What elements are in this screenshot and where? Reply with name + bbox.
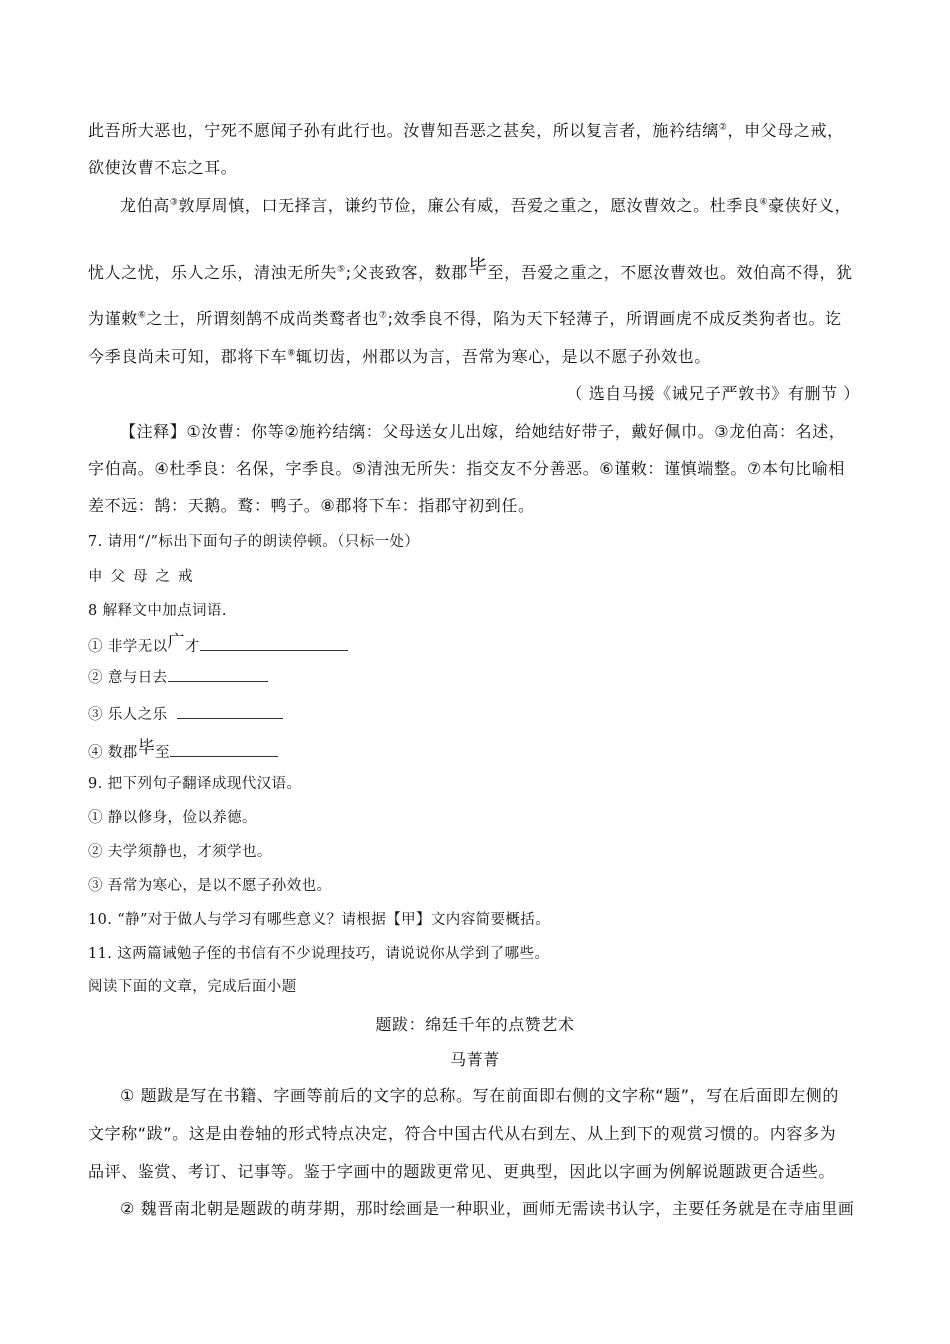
dotted-word: 广 (167, 632, 185, 652)
footnote-mark: ② (718, 122, 728, 133)
text: ;父丧致客，数郡 (345, 263, 468, 282)
question-7: 7. 请用“/”标出下面句子的朗读停顿。（只标一处） (88, 534, 420, 550)
item-label: ② 意与日去 (88, 670, 168, 686)
question-8-item-4 (88, 737, 278, 762)
article-paragraph-2: ② 魏晋南北朝是题跋的萌芽期，那时绘画是一种职业，画师无需读书认字，主要任务就是在寺庙里画 (120, 1199, 855, 1218)
passage-line (88, 118, 844, 141)
passage-line (88, 257, 853, 284)
text: ;效季良不得，陷为天下轻薄子，所谓画虎不成反类狗者也。讫 (387, 309, 842, 328)
question-8: 8 解释文中加点词语. (88, 603, 227, 619)
article-paragraph-1: 品评、鉴赏、考订、记事等。鉴于字画中的题跋更常见、更典型，因此以字画为例解说题跋更合适些。 (88, 1162, 836, 1181)
article-paragraph-1: 文字称“跋”。这是由卷轴的形式特点决定，符合中国古代从右到左、从上到下的观赏习惯的。内容多为 (88, 1124, 837, 1143)
item-label: 才 (184, 639, 200, 655)
answer-blank[interactable] (170, 744, 278, 757)
text: 今季良尚未可知，郡将下车 (88, 347, 288, 366)
answer-blank[interactable] (168, 669, 268, 682)
item-label: ④ 数郡 (88, 745, 138, 761)
item-label: 至 (155, 745, 171, 761)
text: 敦厚周慎，口无择言，谦约节俭，廉公有威，吾爱之重之，愿汝曹效之。杜季良 (178, 196, 760, 215)
footnote-mark: ⑦ (378, 310, 388, 321)
text: 为谨敕 (88, 309, 138, 328)
footnote-mark: ⑧ (287, 348, 296, 359)
passage-line (88, 306, 842, 329)
footnote-mark: ⑥ (137, 310, 147, 321)
question-8-item-3 (88, 703, 283, 724)
question-11: 11. 这两篇诫勉子侄的书信有不少说理技巧，请说说你从学到了哪些。 (88, 946, 550, 962)
dotted-word: 毕 (467, 256, 488, 278)
article-title: 题跋：绵廷千年的点赞艺术 (375, 1015, 575, 1034)
notes-line: 差不远：鹄：天鹅。鹜：鸭子。⑧郡将下车：指郡守初到任。 (88, 496, 535, 515)
article-author: 马菁菁 (450, 1050, 500, 1069)
question-9-item: ② 夫学须静也，才须学也。 (88, 844, 272, 860)
question-8-item-1 (88, 631, 348, 656)
footnote-mark: ④ (759, 197, 769, 208)
text: 此吾所大恶也，宁死不愿闻子孙有此行也。汝曹知吾恶之甚矣，所以复言者，施衿结缡 (88, 121, 719, 140)
passage-line (120, 193, 851, 216)
text: 之士，所谓刻鹄不成尚类鹜者也 (146, 309, 379, 328)
dotted-word: 毕 (137, 738, 156, 758)
passage-line (88, 344, 711, 367)
text: 忧人之忧，乐人之乐，清浊无所失 (88, 263, 338, 282)
notes-line: 字伯高。④杜季良：名保，字季良。⑤清浊无所失：指交友不分善恶。⑥谨敕：谨慎端整。⑦本句比喻相 (88, 459, 845, 478)
text: 豪侠好义， (768, 196, 852, 215)
question-9-item: ① 静以修身，俭以养德。 (88, 810, 257, 826)
answer-blank[interactable] (200, 638, 348, 651)
question-8-item-2 (88, 666, 268, 687)
answer-blank[interactable] (177, 706, 283, 719)
question-7-sentence: 申父母之戒 (88, 569, 201, 585)
item-label: ① 非学无以 (88, 639, 168, 655)
question-10: 10. “静”对于做人与学习有哪些意义？请根据【甲】文内容简要概括。 (88, 912, 551, 928)
text: ，申父母之戒， (727, 121, 844, 140)
text: 龙伯高 (120, 196, 170, 215)
question-9-item: ③ 吾常为寒心，是以不愿子孙效也。 (88, 878, 332, 894)
notes-line: 【注释】①汝曹：你等②施衿结缡：父母送女儿出嫁，给她结好带子，戴好佩巾。③龙伯高：名述， (120, 422, 846, 441)
passage-line: 欲使汝曹不忘之耳。 (88, 158, 238, 177)
item-label: ③ 乐人之乐 (88, 707, 168, 723)
source-citation: （ 选自马援《诫兄子严敦书》有删节 ） (566, 384, 860, 403)
text: 辄切齿，州郡以为言，吾常为寒心，是以不愿子孙效也。 (295, 347, 711, 366)
text: 至，吾爱之重之，不愿汝曹效也。效伯高不得，犹 (487, 263, 853, 282)
footnote-mark: ③ (169, 197, 179, 208)
footnote-mark: ⑤ (337, 264, 346, 275)
reading-intro: 阅读下面的文章，完成后面小题 (88, 979, 297, 995)
article-paragraph-1: ① 题跋是写在书籍、字画等前后的文字的总称。写在前面即右侧的文字称“题”，写在后面即左侧的 (120, 1086, 840, 1105)
question-9: 9. 把下列句子翻译成现代汉语。 (88, 776, 302, 792)
